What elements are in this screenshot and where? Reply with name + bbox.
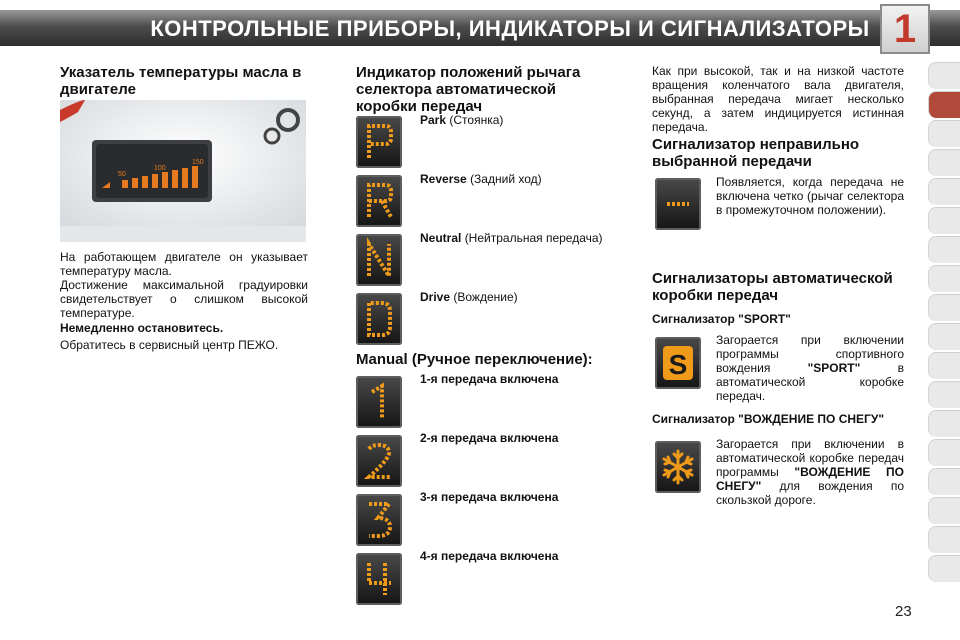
chapter-tab[interactable]	[928, 352, 960, 379]
gear-n-name: Neutral	[420, 231, 462, 245]
chapter-tab[interactable]	[928, 526, 960, 553]
chapter-tab-active[interactable]	[928, 91, 960, 118]
chapter-tab[interactable]	[928, 294, 960, 321]
oil-temp-heading: Указатель температуры масла в двигателе	[60, 64, 302, 98]
snow-indicator-icon	[655, 441, 701, 493]
chapter-tab[interactable]	[928, 62, 960, 89]
sport-heading: Сигнализатор "SPORT"	[652, 312, 791, 326]
auto-gearbox-warnings-heading: Сигнализаторы автоматической коробки передач	[652, 270, 893, 304]
gear-d-desc: (Вождение)	[453, 290, 518, 304]
chapter-tab[interactable]	[928, 178, 960, 205]
gear-1-indicator-icon	[356, 376, 402, 428]
chapter-tab[interactable]	[928, 265, 960, 292]
snow-text-a: Загорается при включении в автоматической коробке передач программы	[716, 437, 904, 479]
gear-d-label	[420, 290, 518, 304]
chapter-tab[interactable]	[928, 120, 960, 147]
chapter-tab[interactable]	[928, 323, 960, 350]
snowflake-icon	[664, 451, 692, 483]
gear-indicator-heading: Индикатор положений рычага селектора автоматической коробки передач	[356, 64, 581, 115]
snow-text-b: для вождения по скользкой дороге.	[716, 479, 904, 507]
chapter-tab[interactable]	[928, 410, 960, 437]
chapter-tab[interactable]	[928, 381, 960, 408]
wrong-gear-text: Появляется, когда передача не включена четко (рычаг селектора в промежуточном положении).	[716, 175, 904, 217]
gear-n-indicator-icon	[356, 234, 402, 286]
gear-p-desc: (Стоянка)	[449, 113, 504, 127]
svg-text:S: S	[668, 349, 688, 380]
chapter-tabs	[928, 62, 960, 582]
gear-r-indicator-icon	[356, 175, 402, 227]
gear-4-label: 4-я передача включена	[420, 549, 559, 563]
wrong-gear-indicator-icon	[655, 178, 701, 230]
chapter-tab[interactable]	[928, 497, 960, 524]
sport-text-b: в автоматической коробке передач.	[716, 361, 904, 403]
gear-2-indicator-icon	[356, 435, 402, 487]
oil-temp-service-text: Обратитесь в сервисный центр ПЕЖО.	[60, 338, 279, 352]
chapter-tab[interactable]	[928, 468, 960, 495]
oil-temp-warning: Немедленно остановитесь.	[60, 321, 224, 335]
gear-d-name: Drive	[420, 290, 451, 304]
gear-r-desc: (Задний ход)	[470, 172, 542, 186]
chapter-tab[interactable]	[928, 439, 960, 466]
gear-p-indicator-icon	[356, 116, 402, 168]
sport-text-a: Загорается при включении программы спортивного вождения	[716, 333, 904, 375]
chapter-number: 1	[893, 7, 917, 51]
chapter-tab[interactable]	[928, 555, 960, 582]
chapter-tab[interactable]	[928, 236, 960, 263]
oil-temperature-gauge-image	[60, 100, 306, 242]
page-number: 23	[895, 603, 912, 620]
gauge-label: 50	[118, 171, 126, 178]
oil-temp-text-1: На работающем двигателе он указывает температуру масла.	[60, 250, 308, 278]
gear-blink-text: Как при высокой, так и на низкой частоте вращения коленчатого вала двигателя, выбранная передача мигает несколько секунд, а затем индицируется истинная передача.	[652, 64, 904, 134]
gear-r-label	[420, 172, 542, 186]
gear-1-label: 1-я передача включена	[420, 372, 559, 386]
wrong-gear-heading: Сигнализатор неправильно выбранной передачи	[652, 136, 860, 170]
chapter-tab[interactable]	[928, 149, 960, 176]
gear-4-indicator-icon	[356, 553, 402, 605]
snow-heading: Сигнализатор "ВОЖДЕНИЕ ПО СНЕГУ"	[652, 412, 885, 426]
gauge-label: 150	[192, 159, 204, 166]
snow-text-bold: "ВОЖДЕНИЕ ПО СНЕГУ"	[716, 465, 904, 493]
gear-d-indicator-icon	[356, 293, 402, 345]
sport-text-bold: "SPORT"	[807, 361, 861, 375]
sport-text	[716, 333, 904, 403]
gear-p-name: Park	[420, 113, 447, 127]
gear-n-label	[420, 231, 603, 245]
gear-n-desc: (Нейтральная передача)	[464, 231, 603, 245]
gear-r-name: Reverse	[420, 172, 467, 186]
snow-text	[716, 437, 904, 507]
page-title: КОНТРОЛЬНЫЕ ПРИБОРЫ, ИНДИКАТОРЫ И СИГНАЛИЗАТОРЫ	[150, 16, 870, 41]
chapter-tab[interactable]	[928, 207, 960, 234]
page-header	[0, 0, 960, 58]
manual-mode-heading: Manual (Ручное переключение):	[356, 351, 593, 368]
gauge-label: 100	[154, 165, 166, 172]
gear-3-indicator-icon	[356, 494, 402, 546]
gear-2-label: 2-я передача включена	[420, 431, 559, 445]
gear-p-label	[420, 113, 503, 127]
sport-indicator-icon	[655, 337, 701, 389]
gear-3-label: 3-я передача включена	[420, 490, 559, 504]
oil-temp-text-2: Достижение максимальной градуировки свидетельствует о слишком высокой температуре.	[60, 278, 308, 320]
